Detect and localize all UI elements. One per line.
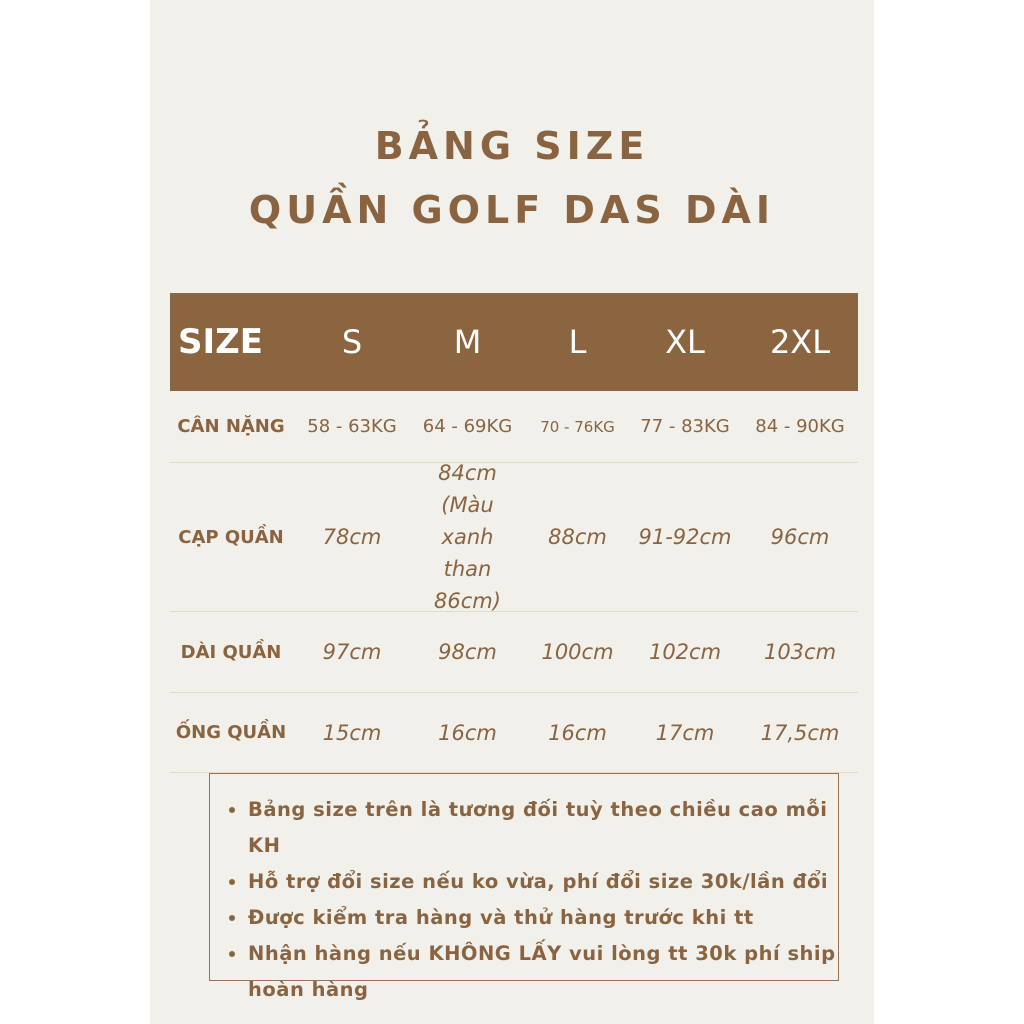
table-row-leg-opening bbox=[170, 693, 858, 773]
header-size-xl: XL bbox=[665, 323, 705, 361]
header-label: SIZE bbox=[178, 322, 264, 362]
table-cell: 96cm bbox=[770, 525, 830, 549]
note-item: • Bảng size trên là tương đối tuỳ theo chiều cao mỗi KH bbox=[248, 792, 838, 864]
note-item: • Được kiểm tra hàng và thử hàng trước khi tt bbox=[248, 900, 838, 936]
row-label: ỐNG QUẦN bbox=[175, 722, 287, 743]
size-header-row bbox=[170, 293, 858, 391]
table-cell: 78cm bbox=[322, 525, 382, 549]
row-label: CÂN NẶNG bbox=[177, 416, 285, 437]
table-cell: 16cm bbox=[548, 720, 607, 745]
title-line-1: BẢNG SIZE bbox=[374, 124, 650, 168]
table-cell: 98cm bbox=[438, 640, 497, 664]
table-cell: 17cm bbox=[655, 720, 715, 745]
header-size-m: M bbox=[453, 323, 482, 361]
table-cell: 88cm bbox=[548, 525, 607, 549]
header-size-s: S bbox=[341, 323, 363, 361]
table-cell: 84 - 90KG bbox=[755, 416, 845, 437]
table-cell: 16cm bbox=[438, 720, 497, 745]
table-cell: 70 - 76KG bbox=[540, 417, 615, 436]
table-cell: 102cm bbox=[648, 640, 722, 664]
table-cell: 84cm (Màu xanh than 86cm) bbox=[434, 461, 501, 613]
table-cell: 100cm bbox=[541, 640, 614, 664]
table-row-weight bbox=[170, 391, 858, 463]
table-cell: 58 - 63KG bbox=[307, 416, 397, 437]
table-cell: 103cm bbox=[763, 640, 837, 664]
note-item: • Nhận hàng nếu KHÔNG LẤY vui lòng tt 30k phí ship hoàn hàng bbox=[248, 936, 838, 1008]
table-row-waist bbox=[170, 463, 858, 612]
notes-box bbox=[209, 773, 839, 1001]
table-cell: 17,5cm bbox=[760, 720, 840, 745]
note-item: • Hỗ trợ đổi size nếu ko vừa, phí đổi size 30k/lần đổi bbox=[248, 864, 838, 900]
table-row-length bbox=[170, 612, 858, 693]
table-cell: 77 - 83KG bbox=[640, 416, 730, 437]
row-label: DÀI QUẦN bbox=[180, 641, 282, 663]
notes-list bbox=[210, 774, 838, 1008]
header-size-2xl: 2XL bbox=[769, 323, 831, 361]
title-line-2: QUẦN GOLF DAS DÀI bbox=[248, 188, 776, 232]
row-label: CẠP QUẦN bbox=[178, 526, 284, 548]
table-cell: 64 - 69KG bbox=[422, 416, 513, 437]
table-cell: 97cm bbox=[322, 640, 382, 664]
header-size-l: L bbox=[568, 323, 587, 361]
table-cell: 91-92cm bbox=[638, 525, 732, 549]
table-cell: 15cm bbox=[322, 720, 382, 745]
